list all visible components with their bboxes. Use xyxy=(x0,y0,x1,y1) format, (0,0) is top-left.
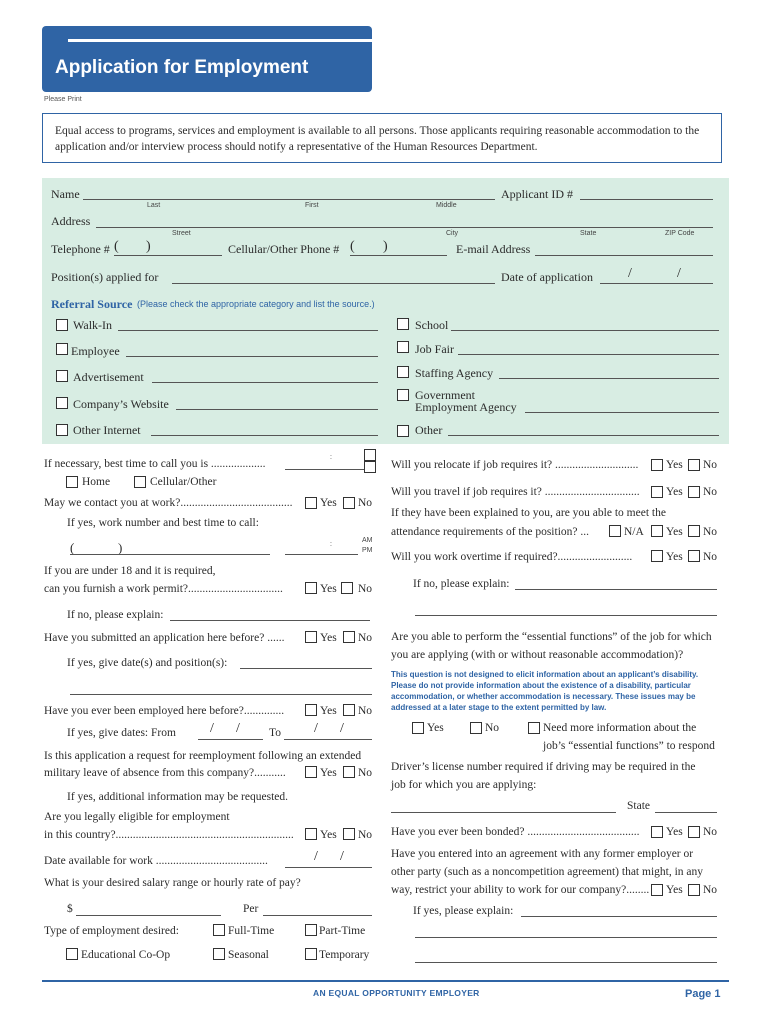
to-slash-1: / xyxy=(314,721,318,736)
agreement-label-2: other party (such as a noncompetition agreement) that might, in any xyxy=(391,866,704,878)
under-18-label: If you are under 18 and it is required, xyxy=(44,565,216,577)
submitted-dates-field-2[interactable] xyxy=(70,694,372,695)
checkbox-part-time[interactable] xyxy=(305,924,317,936)
submitted-dates-label: If yes, give date(s) and position(s): xyxy=(67,657,228,669)
checkbox-attendance-yes[interactable] xyxy=(651,525,663,537)
reemploy-yes-label: Yes xyxy=(320,767,337,779)
contact-work-yes-label: Yes xyxy=(320,497,337,509)
checkbox-home[interactable] xyxy=(66,476,78,488)
disability-disclaimer: This question is not designed to elicit information about an applicant’s disability. Please do not provide information about the existence of a disability, particular accommodation, or whether accommodation is necessary. These issues may be addressed at a later stage to the extent permitted by law. xyxy=(391,670,699,712)
best-time-field[interactable] xyxy=(285,469,375,470)
please-print-note: Please Print xyxy=(44,96,82,103)
employed-yes-label: Yes xyxy=(320,705,337,717)
overtime-explain-label: If no, please explain: xyxy=(413,578,510,590)
eligible-label-2: in this country?.............................................................. xyxy=(44,829,294,841)
agreement-label-1: Have you entered into an agreement with any former employer or xyxy=(391,848,694,860)
advertisement-label: Advertisement xyxy=(73,370,144,384)
best-time-colon: : xyxy=(330,454,332,461)
checkbox-travel-no[interactable] xyxy=(688,486,700,498)
applicant-id-field[interactable] xyxy=(580,199,713,200)
agreement-explain-field[interactable] xyxy=(521,916,717,917)
telephone-label: Telephone # xyxy=(51,242,110,256)
date-available-label: Date available for work ....................................... xyxy=(44,855,268,867)
date-of-application-field[interactable] xyxy=(600,283,713,284)
equal-access-notice: Equal access to programs, services and employment is available to all persons. Those applicants requiring reasonable accommodation to the application and/or interview process should notify a representative of the Human Resources Department. xyxy=(55,125,700,153)
page-number: Page 1 xyxy=(685,988,721,1000)
cell-phone-field[interactable] xyxy=(350,255,447,256)
walk-in-field[interactable] xyxy=(118,330,378,331)
best-time-label: If necessary, best time to call you is ................... xyxy=(44,458,266,470)
checkbox-cellular-other[interactable] xyxy=(134,476,146,488)
government-agency-field[interactable] xyxy=(525,412,719,413)
overtime-no-label: No xyxy=(703,551,718,563)
work-number-label: If yes, work number and best time to call: xyxy=(67,517,259,529)
other-label: Other xyxy=(415,423,443,437)
other-internet-label: Other Internet xyxy=(73,423,141,437)
staffing-agency-label: Staffing Agency xyxy=(415,366,494,380)
checkbox-essential-no[interactable] xyxy=(470,722,482,734)
date-slash-1: / xyxy=(628,266,632,281)
attendance-na-label: N/A xyxy=(624,526,644,538)
overtime-yes-label: Yes xyxy=(666,551,683,563)
employed-to-field[interactable] xyxy=(284,739,372,740)
checkbox-work-permit-yes[interactable] xyxy=(305,582,317,594)
checkbox-walk-in[interactable] xyxy=(56,319,68,331)
work-permit-explain-field[interactable] xyxy=(170,620,370,621)
agreement-explain-field-3[interactable] xyxy=(415,962,717,963)
checkbox-overtime-no[interactable] xyxy=(688,550,700,562)
employee-label: Employee xyxy=(71,344,120,358)
checkbox-employee[interactable] xyxy=(56,343,68,355)
tel-paren-open: ( xyxy=(114,239,119,254)
checkbox-employed-no[interactable] xyxy=(343,704,355,716)
license-state-field[interactable] xyxy=(655,812,717,813)
eligible-label-1: Are you legally eligible for employment xyxy=(44,811,230,823)
address-label: Address xyxy=(51,214,91,228)
essential-functions-label-1: Are you able to perform the “essential functions” of the job for which xyxy=(391,631,712,643)
state-label: State xyxy=(627,800,650,812)
checkbox-reemploy-no[interactable] xyxy=(343,766,355,778)
city-sublabel: City xyxy=(446,230,459,237)
essential-yes-label: Yes xyxy=(427,722,444,734)
full-time-label: Full-Time xyxy=(228,925,275,937)
reemploy-no-label: No xyxy=(358,767,373,779)
checkbox-submitted-yes[interactable] xyxy=(305,631,317,643)
salary-field[interactable] xyxy=(76,915,221,916)
government-label: Government xyxy=(415,388,475,402)
header-stripe xyxy=(68,39,372,42)
from-slash-1: / xyxy=(210,721,214,736)
checkbox-relocate-yes[interactable] xyxy=(651,459,663,471)
job-fair-label: Job Fair xyxy=(415,342,454,356)
relocate-yes-label: Yes xyxy=(666,459,683,471)
seasonal-label: Seasonal xyxy=(228,949,269,961)
overtime-explain-field-2[interactable] xyxy=(415,615,717,616)
zip-sublabel: ZIP Code xyxy=(665,230,695,237)
school-field[interactable] xyxy=(451,330,719,331)
work-paren-close: ) xyxy=(118,540,123,555)
checkbox-seasonal[interactable] xyxy=(213,948,225,960)
checkbox-essential-yes[interactable] xyxy=(412,722,424,734)
additional-info-label: If yes, additional information may be requested. xyxy=(67,791,288,803)
equal-opportunity-footer: AN EQUAL OPPORTUNITY EMPLOYER xyxy=(313,988,480,998)
relocate-no-label: No xyxy=(703,459,718,471)
salary-per-field[interactable] xyxy=(263,915,372,916)
contact-at-work-label: May we contact you at work?....................................... xyxy=(44,497,293,509)
address-field[interactable] xyxy=(96,227,713,228)
checkbox-need-more-info[interactable] xyxy=(528,722,540,734)
home-label: Home xyxy=(82,476,111,488)
bonded-label: Have you ever been bonded? ....................................... xyxy=(391,826,640,838)
temporary-label: Temporary xyxy=(319,949,370,961)
employed-before-label: Have you ever been employed here before?.............. xyxy=(44,705,285,717)
checkbox-bonded-yes[interactable] xyxy=(651,826,663,838)
employee-field[interactable] xyxy=(126,356,378,357)
per-label: Per xyxy=(243,903,259,915)
email-label: E-mail Address xyxy=(456,242,531,256)
agreement-label-3: way, restrict your ability to work for our company?........ xyxy=(391,884,650,896)
cellular-other-label: Cellular/Other xyxy=(150,476,217,488)
work-paren-open: ( xyxy=(70,540,75,555)
street-sublabel: Street xyxy=(172,230,191,237)
name-field[interactable] xyxy=(83,199,495,200)
other-field[interactable] xyxy=(448,435,719,436)
work-time-field[interactable] xyxy=(285,554,358,555)
agreement-no-label: No xyxy=(703,884,718,896)
submitted-yes-label: Yes xyxy=(320,632,337,644)
checkbox-eligible-yes[interactable] xyxy=(305,828,317,840)
available-slash-2: / xyxy=(340,849,344,864)
if-no-explain-label-left: If no, please explain: xyxy=(67,609,164,621)
school-label: School xyxy=(415,318,449,332)
date-slash-2: / xyxy=(677,266,681,281)
staffing-agency-field[interactable] xyxy=(499,378,719,379)
license-label-1: Driver’s license number required if driving may be required in the xyxy=(391,761,696,773)
checkbox-contact-work-no[interactable] xyxy=(343,497,355,509)
attendance-no-label: No xyxy=(703,526,718,538)
essential-no-label: No xyxy=(485,722,500,734)
checkbox-pm[interactable] xyxy=(364,461,376,473)
employed-from-field[interactable] xyxy=(198,739,263,740)
bonded-yes-label: Yes xyxy=(666,826,683,838)
checkbox-work-permit-no[interactable] xyxy=(341,582,353,594)
agreement-explain-field-2[interactable] xyxy=(415,937,717,938)
from-slash-2: / xyxy=(236,721,240,736)
checkbox-travel-yes[interactable] xyxy=(651,486,663,498)
attendance-yes-label: Yes xyxy=(666,526,683,538)
telephone-field[interactable] xyxy=(114,255,222,256)
need-more-info-label-1: Need more information about the xyxy=(543,722,697,734)
reemployment-label-1: Is this application a request for reemployment following an extended xyxy=(44,750,362,762)
checkbox-attendance-na[interactable] xyxy=(609,525,621,537)
overtime-label: Will you work overtime if required?.......................... xyxy=(391,551,633,563)
referral-source-title: Referral Source xyxy=(51,297,133,311)
agreement-explain-label: If yes, please explain: xyxy=(413,905,514,917)
checkbox-other[interactable] xyxy=(397,425,409,437)
checkbox-eligible-no[interactable] xyxy=(343,828,355,840)
email-field[interactable] xyxy=(535,255,713,256)
checkbox-submitted-no[interactable] xyxy=(343,631,355,643)
reemployment-label-2: military leave of absence from this company?........... xyxy=(44,767,286,779)
work-permit-label: can you furnish a work permit?................................. xyxy=(44,583,283,595)
checkbox-temporary[interactable] xyxy=(305,948,317,960)
license-label-2: job for which you are applying: xyxy=(391,779,537,791)
attendance-label-1: If they have been explained to you, are you able to meet the xyxy=(391,507,666,519)
salary-question-label: What is your desired salary range or hourly rate of pay? xyxy=(44,877,301,889)
employed-no-label: No xyxy=(358,705,373,717)
walk-in-label: Walk-In xyxy=(73,318,113,332)
checkbox-government-employment-agency[interactable] xyxy=(397,389,409,401)
checkbox-staffing-agency[interactable] xyxy=(397,366,409,378)
state-sublabel: State xyxy=(580,230,597,237)
checkbox-job-fair[interactable] xyxy=(397,341,409,353)
bonded-no-label: No xyxy=(703,826,718,838)
cell-label: Cellular/Other Phone # xyxy=(228,242,340,256)
applicant-id-label: Applicant ID # xyxy=(501,187,573,201)
submitted-no-label: No xyxy=(358,632,373,644)
first-sublabel: First xyxy=(305,202,319,209)
checkbox-relocate-no[interactable] xyxy=(688,459,700,471)
checkbox-educational-coop[interactable] xyxy=(66,948,78,960)
footer-rule xyxy=(42,980,729,982)
checkbox-agreement-yes[interactable] xyxy=(651,884,663,896)
work-number-field[interactable] xyxy=(70,554,270,555)
work-permit-yes-label: Yes xyxy=(320,583,337,595)
eligible-no-label: No xyxy=(358,829,373,841)
last-sublabel: Last xyxy=(147,202,161,209)
name-label: Name xyxy=(51,187,80,201)
company-website-label: Company’s Website xyxy=(73,397,169,411)
travel-yes-label: Yes xyxy=(666,486,683,498)
checkbox-school[interactable] xyxy=(397,318,409,330)
eligible-yes-label: Yes xyxy=(320,829,337,841)
to-label: To xyxy=(269,727,281,739)
employment-type-label: Type of employment desired: xyxy=(44,925,179,937)
pm-label: PM xyxy=(362,547,373,554)
checkbox-advertisement[interactable] xyxy=(56,370,68,382)
relocate-label: Will you relocate if job requires it? ............................. xyxy=(391,459,639,471)
page-title: Application for Employment xyxy=(55,57,309,78)
checkbox-attendance-no[interactable] xyxy=(688,525,700,537)
overtime-explain-field[interactable] xyxy=(515,589,717,590)
essential-functions-label-2: you are applying (with or without reasonable accommodation)? xyxy=(391,649,684,661)
contact-work-no-label: No xyxy=(358,497,373,509)
checkbox-agreement-no[interactable] xyxy=(688,884,700,896)
submitted-dates-field[interactable] xyxy=(240,668,372,669)
checkbox-contact-work-yes[interactable] xyxy=(305,497,317,509)
travel-no-label: No xyxy=(703,486,718,498)
date-of-application-label: Date of application xyxy=(501,270,593,284)
checkbox-employed-yes[interactable] xyxy=(305,704,317,716)
employed-dates-label: If yes, give dates: From xyxy=(67,727,176,739)
checkbox-other-internet[interactable] xyxy=(56,424,68,436)
agreement-yes-label: Yes xyxy=(666,884,683,896)
am-label: AM xyxy=(362,537,373,544)
advertisement-field[interactable] xyxy=(152,382,378,383)
work-time-colon: : xyxy=(330,541,332,548)
referral-source-note: (Please check the appropriate category and list the source.) xyxy=(137,299,375,309)
middle-sublabel: Middle xyxy=(436,202,457,209)
company-website-field[interactable] xyxy=(176,409,378,410)
dollar-sign: $ xyxy=(67,903,73,915)
available-slash-1: / xyxy=(314,849,318,864)
travel-label: Will you travel if job requires it? ................................. xyxy=(391,486,640,498)
job-fair-field[interactable] xyxy=(458,354,719,355)
part-time-label: Part-Time xyxy=(319,925,366,937)
to-slash-2: / xyxy=(340,721,344,736)
checkbox-am[interactable] xyxy=(364,449,376,461)
date-available-field[interactable] xyxy=(285,867,372,868)
employment-agency-label: Employment Agency xyxy=(415,400,517,414)
checkbox-reemploy-yes[interactable] xyxy=(305,766,317,778)
positions-field[interactable] xyxy=(172,283,495,284)
submitted-before-label: Have you submitted an application here before? ...... xyxy=(44,632,285,644)
tel-paren-close: ) xyxy=(146,239,151,254)
cell-paren-close: ) xyxy=(383,239,388,254)
work-permit-no-label: No xyxy=(358,583,373,595)
positions-label: Position(s) applied for xyxy=(51,270,159,284)
checkbox-overtime-yes[interactable] xyxy=(651,550,663,562)
checkbox-bonded-no[interactable] xyxy=(688,826,700,838)
need-more-info-label-2: job’s “essential functions” to respond xyxy=(543,740,715,752)
educational-coop-label: Educational Co-Op xyxy=(81,949,171,961)
other-internet-field[interactable] xyxy=(151,435,378,436)
cell-paren-open: ( xyxy=(350,239,355,254)
attendance-label-2: attendance requirements of the position? ... xyxy=(391,526,589,538)
checkbox-full-time[interactable] xyxy=(213,924,225,936)
checkbox-company-website[interactable] xyxy=(56,397,68,409)
license-number-field[interactable] xyxy=(391,812,616,813)
